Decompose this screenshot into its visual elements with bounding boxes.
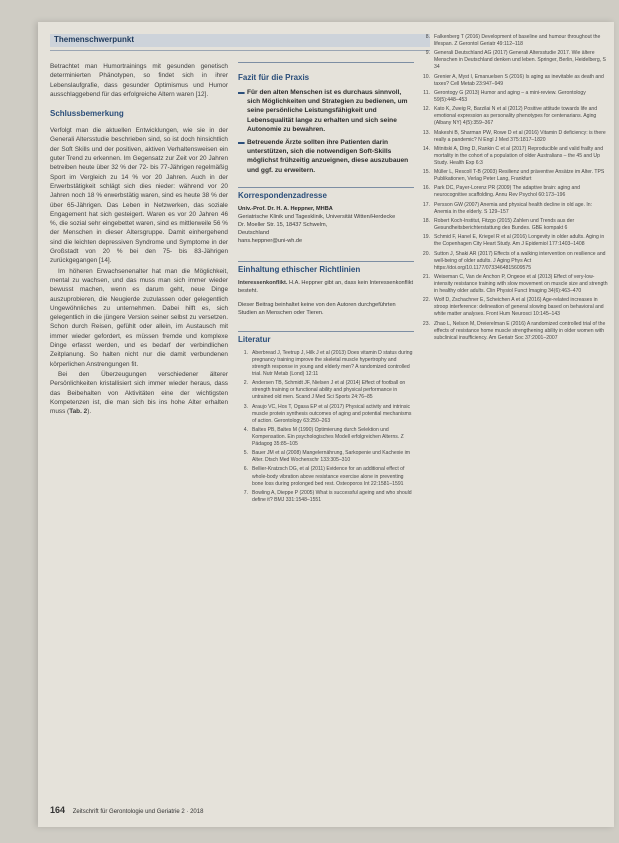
reference-item: 16. Park DC, Payer-Lorenz PR (2009) The adaptive brain: aging and neurocognitive scaffolding. Annu Rev Psychol 60:173–196 (422, 185, 581, 199)
reference-item: 19. Schmid F, Hanel E, Kriegel R et al (2016) Longevity in older adults. Aging in the Copenhagen City Heart Study. Am J Epidemiol 177:1403–1408 (422, 234, 605, 248)
reference-item: 8. Falkenberg T (2016) Development of baseline and humour throughout the lifespan. Z Gerontol Geriatr 49:112–118 (425, 34, 601, 48)
conclusion-paragraph-2: Im höheren Erwachsenenalter hat man die Möglichkeit, mental zu wachsen, und das muss man sich immer wieder bewusst machen, wenn es darum geht, neue Dinge auszuprobieren, die Neugierde zuzulassen oder gelegentlich Ungewöhnliches zu unternehmen. Dabei hilft es, sich gelegentlich in die jüngere Version seiner selbst zu versetzen. Schon durch Reisen, gefühlt oder allein, im Austausch mit immer wieder gefordert, es müssen fremde und komplexe Dinge erfasst werden, und es bedarf der verbindlichen Zeitplanung. So halten nicht nur die damit verbundenen körperlichen Anstrengungen fit. (50, 267, 228, 368)
ethics-section (238, 279, 414, 317)
reference-item: 2. Andersen TB, Schmidt JF, Nielsen J et al (2014) Effect of football on strength training or functional ability and physical performance in untrained old men. Scand J Med Sci Sports 24:76–85 (243, 380, 406, 401)
correspondence-address (238, 205, 414, 245)
fazit-item (238, 88, 414, 134)
address-line: Dr. Moeller Str. 15, 18437 Schwelm, (238, 221, 328, 228)
email-link[interactable]: hans.heppner@uni-wh.de (238, 237, 303, 244)
reference-list-continued (420, 34, 608, 342)
reference-item: 1. Aberbread J, Teetrup J, Hilk J et al (2013) Does vitamin D status during pregnancy training improve the skeletal muscle hypertrophy and strength response in young and elderly men? A randomized controlled trial. Nutr Metab (Lond) 12:11 (243, 349, 413, 377)
conclusion-heading: Schlussbemerkung (50, 109, 124, 119)
intro-paragraph: Betrachtet man Humortrainings mit gesunden genetisch determinierten Phänotypen, so findet sich in ihrer Lebenslaufgrafie, dass gesunder Optimismus und Humor ausschlaggebend für das erfolgreiche Altern waren [12]. (50, 63, 228, 98)
reference-item: 14. Mitnitski A, Ding D, Rankin C et al (2017) Reproducible and valid frailty and mortality in the cohort of a population of older Australians – the 45 and Up Study. Health Exp 6:3 (422, 145, 604, 166)
conflict-lead: Interessenkonflikt. (238, 279, 288, 286)
dash-bullet-icon: ▬ (238, 139, 245, 147)
literature-title: Literatur (238, 331, 414, 344)
fazit-text: Betreuende Ärzte sollten ihre Patienten darin unterstützen, sich die notwendigen Soft-Skills möglichst frühzeitig anzueignen, diese auszubauen und ggf. zu erweitern. (247, 139, 409, 174)
reference-item: 18. Robert Koch-Institut, Fitzgo (2015) Zahlen und Trends aus der Gesundheitsberichterstattung des Bundes. GBE kompakt 6 (422, 217, 575, 231)
page-footer (50, 805, 203, 815)
reference-item: 7. Bowling A, Dieppe P (2005) What is successful ageing and who should define it? BMJ 331:1548–1551 (243, 489, 412, 503)
header-divider (50, 50, 430, 51)
dash-bullet-icon: ▬ (238, 89, 245, 96)
reference-item: 20. Sutton J, Shaki AR (2017) Effects of a walking intervention on resilience and well-being of older adults. J Aging Phys Act https://doi.org/10.1177/0733464815609575 (422, 250, 606, 271)
reference-item: 10. Grenier A, Myst I, Emanuelsen S (2016) Is aging as inevitable as death and taxes? Cell Metab 23:947–949 (422, 73, 604, 87)
reference-item: 12. Kato K, Zweig R, Barzilai N et al (2012) Positive attitude towards life and emotional expression as personality phenotypes for centenarians. Aging (Albany NY) 4(5):359–367 (422, 106, 598, 127)
reference-item: 22. Wolf D, Zschachner E, Scheichen A et al (2016) Age-related increases in stroop interference: delineation of general slowing based on behavioral and white matter analyses. Front Hum Neurosci 10:145–143 (422, 297, 604, 318)
reference-list (238, 350, 414, 504)
author-name: Univ.-Prof. Dr. H. A. Heppner, MHBA (238, 205, 333, 212)
paragraph-3-end: ). (87, 408, 92, 416)
fazit-text: Für den alten Menschen ist es durchaus sinnvoll, sich Möglichkeiten und Strategien zu bedienen, um seine persönliche Leistungsfähigkeit und Lebensqualität lange zu erhalten und sich seine Autonomie zu bewahren. (247, 89, 408, 133)
paragraph-3-text: Bei den Überzeugungen verschiedener älterer Persönlichkeiten kristallisiert sich immer wieder heraus, dass das Beibehalten von Aktivitäten eine der wichtigsten Kompetenzen ist, die man sich bis ins hohe Alter erhalten muss ( (50, 370, 228, 416)
reference-item: 4. Baltes PB, Baltes M (1990) Optimierung durch Selektion und Kompensation. Ein psychologisches Modell erfolgreichen Alterns. Z Pädagog 35:85–105 (243, 426, 404, 447)
reference-item: 21. Weiseman C, Van de Anchon P, Ongeoe et al (2013) Effect of very-low-intensity resistance training with slow movement on muscle size and strength in healthy older adults. Clin Physiol Funct Imaging 34(6):463–470 (422, 273, 608, 294)
reference-item: 17. Persson GW (2007) Anemia and physical health decline in old age. In: Anemia in the elderly. S 129–157 (422, 201, 592, 215)
conflict-text: H.A. Heppner gibt an, dass kein Interessenkonflikt besteht. (238, 279, 414, 294)
conclusion-paragraph-1: Verfolgt man die aktuellen Entwicklungen, wie sie in der Generali Altersstudie beschrieben sind, so ist doch hinsichtlich der Soft Skills und der positiven, aktiven Verhaltensweisen ein guter Trend zu erkennen. Im Gegensatz zur Zeit vor 20 Jahren betreiben heute über 32 % der 72- bis 77-Jährigen regelmäßig Sport im Vergleich zu 14 % vor 20 Jahren. Auch in der Erwerbstätigkeit schlägt sich dies nieder: während vor 20 Jahren noch 18 % erwerbstätig waren, sind es heute 38 % der über 65-Jährigen. Das Leben in Netzwerken, das soziale Engagement hat sich gesteigert. Waren es vor 20 Jahren 46 %, die sozial sehr eingebettet waren, sind es mittlerweile 56 % der Menschen in dieser Altersgruppe. Damit einhergehend sind die leichten depressiven Syndrome und Symptome in der Großstadt von 20 % bei den 75- bis 83-Jährigen zurückgegangen [14]. (50, 127, 228, 265)
ethics-title: Einhaltung ethischer Richtlinien (238, 261, 414, 274)
correspondence-title: Korrespondenzadresse (238, 187, 414, 200)
journal-page (38, 22, 614, 827)
reference-item: 6. Bellier-Kratzsch DG, et al (2011) Evidence for an additional effect of whole-body vibration above resistance exercise alone in preventing bone loss during prolonged bed rest. Osteoporos Int 22:1581–1591 (243, 466, 405, 487)
reference-item: 11. Gerontogy G (2013) Humor and aging – a mini-review. Gerontology 59(5):448–453 (423, 89, 586, 103)
conflict-statement (238, 279, 414, 295)
address-line: Deutschland (238, 229, 270, 236)
column-1 (50, 62, 228, 416)
journal-name: Zeitschrift für Gerontologie und Geriatrie 2 · 2018 (72, 809, 204, 815)
fazit-item (238, 138, 414, 175)
reference-item: 15. Müller L, Rescoll T-B (2003) Resilienz und präventive Ansätze im Alter. TPS Publikationen, Verlag Peter Lang, Frankfurt (422, 169, 605, 183)
reference-item: 9. Generali Deutschland AG (2017) Generali Altersstudie 2017. Wie ältere Menschen in Deutschland denken und leben. Springer, Berlin, Heidelberg, S 34 (425, 50, 606, 71)
page-number: 164 (50, 805, 66, 815)
reference-item: 5. Bauer JM et al (2008) Mangelernährung, Sarkopenie und Kachexie im Alter. Dtsch Med Wochenschr 133:305–310 (243, 450, 410, 464)
section-header: Themenschwerpunkt (54, 35, 135, 44)
address-line: Geriatrische Klinik und Tagesklinik, Universität Witten/Herdecke (238, 213, 396, 220)
reference-item: 13. Makeshi B, Sharman PW, Rowe D et al (2016) Vitamin D deficiency: is there really a pandemic? N Engl J Med 375:1817–1820 (422, 129, 606, 143)
conclusion-paragraph-3 (50, 370, 228, 416)
reference-item: 23. Zhao L, Nelson M, Dreierelman E (2016) A randomized controlled trial of the effects of resistance home muscle strengthening ability in older women with subclinical insufficiency. Am Geriatr Soc 37:2001–2007 (422, 320, 606, 341)
reference-item: 3. Araujo VC, Hos T, Ogasa EP et al (2017) Physical activity and intrinsic muscle protein synthesis outcomes of aging and potential mechanisms of action. Gerontology 63:250–263 (243, 403, 412, 424)
fazit-title: Fazit für die Praxis (238, 73, 310, 82)
study-statement: Dieser Beitrag beinhaltet keine von den Autoren durchgeführten Studien an Menschen oder Tieren. (238, 301, 396, 316)
fazit-box (238, 62, 414, 175)
column-3 (420, 34, 608, 344)
column-2 (238, 62, 414, 506)
table-reference-link[interactable]: Tab. 2 (69, 408, 88, 416)
